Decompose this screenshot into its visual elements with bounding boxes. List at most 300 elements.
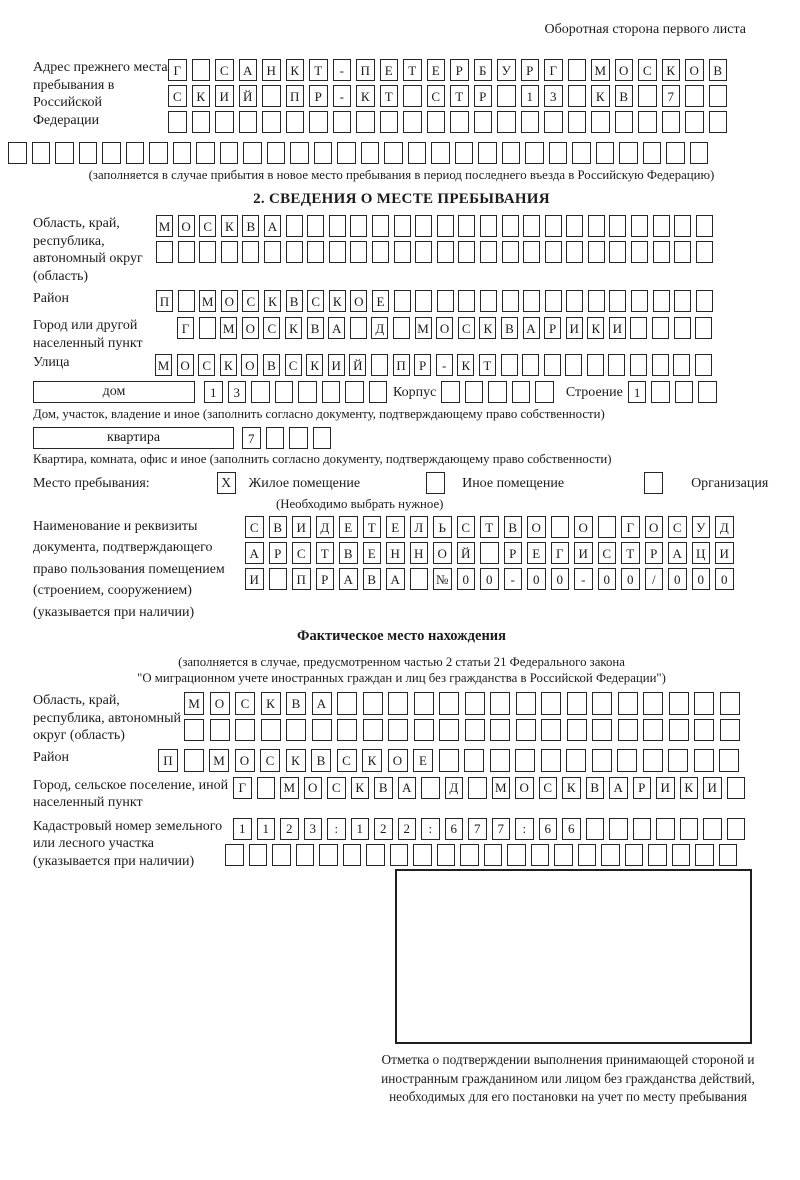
char-cell[interactable]: 0 [715, 568, 734, 590]
char-cell[interactable] [363, 719, 383, 742]
char-cell[interactable]: К [457, 354, 474, 376]
char-cell[interactable] [488, 381, 507, 403]
char-cell[interactable]: 0 [668, 568, 687, 590]
char-cell[interactable] [592, 749, 612, 772]
char-cell[interactable]: Е [427, 59, 446, 81]
char-cell[interactable]: В [504, 516, 523, 538]
char-cell[interactable] [643, 749, 663, 772]
char-cell[interactable] [437, 215, 454, 237]
char-cell[interactable] [592, 692, 612, 715]
char-cell[interactable]: В [307, 317, 324, 339]
char-cell[interactable]: Е [380, 59, 399, 81]
char-cell[interactable] [465, 692, 485, 715]
char-cell[interactable] [437, 241, 454, 263]
char-cell[interactable]: К [329, 290, 346, 312]
char-cell[interactable] [490, 719, 510, 742]
char-cell[interactable] [156, 241, 173, 263]
char-cell[interactable]: : [421, 818, 440, 840]
char-cell[interactable]: В [501, 317, 518, 339]
char-cell[interactable] [591, 111, 610, 133]
char-cell[interactable] [410, 568, 429, 590]
char-cell[interactable]: С [539, 777, 558, 799]
char-cell[interactable] [630, 317, 647, 339]
char-cell[interactable]: Д [715, 516, 734, 538]
char-cell[interactable] [262, 85, 281, 107]
char-cell[interactable]: Т [403, 59, 422, 81]
char-cell[interactable] [393, 317, 410, 339]
char-cell[interactable]: Й [349, 354, 366, 376]
char-cell[interactable]: Т [621, 542, 640, 564]
char-cell[interactable]: 3 [304, 818, 323, 840]
checkbox-zhiloe[interactable]: X [217, 472, 236, 494]
char-cell[interactable] [474, 111, 493, 133]
char-cell[interactable]: К [662, 59, 681, 81]
char-cell[interactable] [541, 692, 561, 715]
char-cell[interactable] [439, 749, 459, 772]
char-cell[interactable]: Н [386, 542, 405, 564]
char-cell[interactable] [490, 749, 510, 772]
char-cell[interactable] [337, 692, 357, 715]
char-cell[interactable] [609, 818, 628, 840]
char-cell[interactable]: Р [645, 542, 664, 564]
char-cell[interactable] [149, 142, 168, 164]
char-cell[interactable] [515, 749, 535, 772]
char-cell[interactable]: С [457, 516, 476, 538]
char-cell[interactable] [296, 844, 315, 866]
char-cell[interactable] [545, 215, 562, 237]
char-cell[interactable]: А [668, 542, 687, 564]
char-cell[interactable] [572, 142, 591, 164]
char-cell[interactable]: 3 [228, 381, 247, 403]
char-cell[interactable] [431, 142, 450, 164]
char-cell[interactable]: К [221, 215, 238, 237]
char-cell[interactable] [441, 381, 460, 403]
char-cell[interactable] [272, 844, 291, 866]
char-cell[interactable]: М [199, 290, 216, 312]
char-cell[interactable]: № [433, 568, 452, 590]
char-cell[interactable] [286, 215, 303, 237]
char-cell[interactable] [437, 290, 454, 312]
char-cell[interactable] [465, 719, 485, 742]
char-cell[interactable]: П [393, 354, 410, 376]
char-cell[interactable] [390, 844, 409, 866]
char-cell[interactable] [720, 719, 740, 742]
char-cell[interactable]: Г [621, 516, 640, 538]
char-cell[interactable] [674, 215, 691, 237]
char-cell[interactable] [79, 142, 98, 164]
char-cell[interactable] [421, 777, 440, 799]
char-cell[interactable] [695, 317, 712, 339]
char-cell[interactable]: А [339, 568, 358, 590]
char-cell[interactable] [455, 142, 474, 164]
char-cell[interactable]: Е [386, 516, 405, 538]
char-cell[interactable] [566, 215, 583, 237]
char-cell[interactable]: 7 [492, 818, 511, 840]
char-cell[interactable]: К [479, 317, 496, 339]
char-cell[interactable]: : [327, 818, 346, 840]
char-cell[interactable] [173, 142, 192, 164]
char-cell[interactable] [633, 818, 652, 840]
char-cell[interactable]: С [215, 59, 234, 81]
char-cell[interactable]: О [615, 59, 634, 81]
char-cell[interactable]: В [363, 568, 382, 590]
char-cell[interactable] [380, 111, 399, 133]
char-cell[interactable] [727, 777, 746, 799]
char-cell[interactable]: Е [372, 290, 389, 312]
char-cell[interactable] [544, 111, 563, 133]
char-cell[interactable] [168, 111, 187, 133]
char-cell[interactable]: А [312, 692, 332, 715]
char-cell[interactable]: С [327, 777, 346, 799]
char-cell[interactable]: М [280, 777, 299, 799]
char-cell[interactable]: О [436, 317, 453, 339]
char-cell[interactable]: : [515, 818, 534, 840]
char-cell[interactable] [672, 844, 691, 866]
char-cell[interactable]: С [168, 85, 187, 107]
char-cell[interactable] [460, 844, 479, 866]
char-cell[interactable] [523, 215, 540, 237]
char-cell[interactable] [549, 142, 568, 164]
char-cell[interactable]: К [261, 692, 281, 715]
char-cell[interactable] [643, 692, 663, 715]
char-cell[interactable]: - [574, 568, 593, 590]
char-cell[interactable]: А [523, 317, 540, 339]
char-cell[interactable]: М [156, 215, 173, 237]
char-cell[interactable] [673, 354, 690, 376]
char-cell[interactable] [243, 142, 262, 164]
char-cell[interactable]: Р [316, 568, 335, 590]
char-cell[interactable] [415, 241, 432, 263]
char-cell[interactable] [695, 354, 712, 376]
char-cell[interactable] [694, 749, 714, 772]
char-cell[interactable] [329, 215, 346, 237]
char-cell[interactable]: Р [414, 354, 431, 376]
char-cell[interactable] [309, 111, 328, 133]
char-cell[interactable] [541, 749, 561, 772]
char-cell[interactable]: К [591, 85, 610, 107]
char-cell[interactable]: Д [371, 317, 388, 339]
char-cell[interactable] [690, 142, 709, 164]
char-cell[interactable]: М [415, 317, 432, 339]
char-cell[interactable]: 6 [562, 818, 581, 840]
char-cell[interactable] [32, 142, 51, 164]
char-cell[interactable]: О [177, 354, 194, 376]
char-cell[interactable]: 0 [551, 568, 570, 590]
char-cell[interactable] [675, 381, 694, 403]
char-cell[interactable] [618, 719, 638, 742]
char-cell[interactable] [674, 290, 691, 312]
char-cell[interactable]: Д [445, 777, 464, 799]
char-cell[interactable] [480, 241, 497, 263]
char-cell[interactable] [631, 290, 648, 312]
char-cell[interactable] [709, 111, 728, 133]
char-cell[interactable]: О [350, 290, 367, 312]
char-cell[interactable]: 1 [351, 818, 370, 840]
char-cell[interactable] [314, 142, 333, 164]
char-cell[interactable] [350, 241, 367, 263]
char-cell[interactable] [345, 381, 364, 403]
char-cell[interactable] [384, 142, 403, 164]
char-cell[interactable] [249, 844, 268, 866]
char-cell[interactable] [490, 692, 510, 715]
char-cell[interactable]: С [638, 59, 657, 81]
char-cell[interactable]: 0 [621, 568, 640, 590]
char-cell[interactable]: Е [413, 749, 433, 772]
char-cell[interactable] [458, 241, 475, 263]
char-cell[interactable]: П [158, 749, 178, 772]
char-cell[interactable] [199, 317, 216, 339]
char-cell[interactable] [215, 111, 234, 133]
char-cell[interactable]: Т [309, 59, 328, 81]
char-cell[interactable] [638, 111, 657, 133]
char-cell[interactable] [427, 111, 446, 133]
char-cell[interactable]: Г [551, 542, 570, 564]
char-cell[interactable]: 2 [374, 818, 393, 840]
char-cell[interactable]: П [156, 290, 173, 312]
char-cell[interactable]: Е [363, 542, 382, 564]
char-cell[interactable] [225, 844, 244, 866]
char-cell[interactable] [388, 692, 408, 715]
char-cell[interactable] [674, 241, 691, 263]
char-cell[interactable]: 1 [233, 818, 252, 840]
char-cell[interactable]: А [609, 777, 628, 799]
char-cell[interactable] [545, 290, 562, 312]
char-cell[interactable] [516, 719, 536, 742]
checkbox-inoe[interactable] [426, 472, 445, 494]
char-cell[interactable]: Р [504, 542, 523, 564]
char-cell[interactable]: С [260, 749, 280, 772]
char-cell[interactable]: И [703, 777, 722, 799]
char-cell[interactable]: С [307, 290, 324, 312]
char-cell[interactable]: С [245, 516, 264, 538]
char-cell[interactable]: Р [633, 777, 652, 799]
char-cell[interactable] [586, 818, 605, 840]
char-cell[interactable]: О [210, 692, 230, 715]
char-cell[interactable] [709, 85, 728, 107]
char-cell[interactable]: И [715, 542, 734, 564]
char-cell[interactable] [235, 719, 255, 742]
char-cell[interactable] [439, 692, 459, 715]
char-cell[interactable] [578, 844, 597, 866]
char-cell[interactable]: - [333, 59, 352, 81]
char-cell[interactable]: К [192, 85, 211, 107]
char-cell[interactable]: Р [269, 542, 288, 564]
char-cell[interactable] [439, 719, 459, 742]
char-cell[interactable]: 7 [662, 85, 681, 107]
char-cell[interactable] [609, 290, 626, 312]
char-cell[interactable] [656, 818, 675, 840]
char-cell[interactable] [388, 719, 408, 742]
char-cell[interactable] [643, 719, 663, 742]
char-cell[interactable] [363, 692, 383, 715]
char-cell[interactable]: С [263, 317, 280, 339]
char-cell[interactable]: С [199, 215, 216, 237]
char-cell[interactable] [617, 749, 637, 772]
char-cell[interactable] [286, 111, 305, 133]
char-cell[interactable] [631, 215, 648, 237]
char-cell[interactable]: М [492, 777, 511, 799]
char-cell[interactable]: 0 [457, 568, 476, 590]
char-cell[interactable] [653, 290, 670, 312]
char-cell[interactable] [239, 111, 258, 133]
char-cell[interactable]: Г [177, 317, 194, 339]
char-cell[interactable] [525, 142, 544, 164]
char-cell[interactable]: О [242, 317, 259, 339]
char-cell[interactable] [289, 427, 308, 449]
char-cell[interactable] [638, 85, 657, 107]
char-cell[interactable]: И [328, 354, 345, 376]
char-cell[interactable]: О [241, 354, 258, 376]
char-cell[interactable] [652, 317, 669, 339]
char-cell[interactable]: Т [480, 516, 499, 538]
char-cell[interactable] [307, 241, 324, 263]
char-cell[interactable]: С [458, 317, 475, 339]
char-cell[interactable] [502, 241, 519, 263]
char-cell[interactable] [588, 241, 605, 263]
char-cell[interactable] [502, 142, 521, 164]
char-cell[interactable] [631, 241, 648, 263]
char-cell[interactable] [313, 427, 332, 449]
char-cell[interactable]: К [356, 85, 375, 107]
char-cell[interactable]: О [388, 749, 408, 772]
char-cell[interactable] [480, 542, 499, 564]
char-cell[interactable]: 6 [539, 818, 558, 840]
char-cell[interactable] [630, 354, 647, 376]
char-cell[interactable]: Р [521, 59, 540, 81]
char-cell[interactable]: 2 [280, 818, 299, 840]
char-cell[interactable]: - [436, 354, 453, 376]
char-cell[interactable]: Й [239, 85, 258, 107]
char-cell[interactable]: С [198, 354, 215, 376]
char-cell[interactable] [685, 85, 704, 107]
char-cell[interactable] [609, 241, 626, 263]
char-cell[interactable] [497, 111, 516, 133]
char-cell[interactable]: Т [363, 516, 382, 538]
char-cell[interactable] [480, 290, 497, 312]
char-cell[interactable] [554, 844, 573, 866]
char-cell[interactable] [484, 844, 503, 866]
char-cell[interactable]: С [292, 542, 311, 564]
char-cell[interactable] [220, 142, 239, 164]
char-cell[interactable] [588, 290, 605, 312]
char-cell[interactable]: С [285, 354, 302, 376]
char-cell[interactable] [587, 354, 604, 376]
checkbox-organizatsiya[interactable] [644, 472, 663, 494]
char-cell[interactable]: 6 [445, 818, 464, 840]
char-cell[interactable]: Г [233, 777, 252, 799]
char-cell[interactable] [568, 85, 587, 107]
char-cell[interactable]: А [245, 542, 264, 564]
char-cell[interactable]: С [235, 692, 255, 715]
char-cell[interactable]: В [339, 542, 358, 564]
char-cell[interactable] [685, 111, 704, 133]
char-cell[interactable] [312, 719, 332, 742]
char-cell[interactable] [609, 215, 626, 237]
char-cell[interactable] [544, 354, 561, 376]
char-cell[interactable] [618, 692, 638, 715]
char-cell[interactable]: П [356, 59, 375, 81]
char-cell[interactable] [251, 381, 270, 403]
char-cell[interactable] [531, 844, 550, 866]
char-cell[interactable]: И [609, 317, 626, 339]
char-cell[interactable]: И [574, 542, 593, 564]
char-cell[interactable] [516, 692, 536, 715]
char-cell[interactable]: - [504, 568, 523, 590]
char-cell[interactable] [696, 241, 713, 263]
char-cell[interactable] [566, 241, 583, 263]
char-cell[interactable]: 1 [628, 381, 647, 403]
char-cell[interactable] [592, 719, 612, 742]
char-cell[interactable] [588, 215, 605, 237]
char-cell[interactable]: И [566, 317, 583, 339]
char-cell[interactable]: К [587, 317, 604, 339]
char-cell[interactable] [184, 719, 204, 742]
char-cell[interactable] [257, 777, 276, 799]
char-cell[interactable]: В [311, 749, 331, 772]
char-cell[interactable] [674, 317, 691, 339]
char-cell[interactable]: К [351, 777, 370, 799]
char-cell[interactable]: С [337, 749, 357, 772]
char-cell[interactable] [566, 290, 583, 312]
char-cell[interactable]: В [374, 777, 393, 799]
char-cell[interactable]: И [292, 516, 311, 538]
char-cell[interactable]: А [264, 215, 281, 237]
char-cell[interactable]: О [221, 290, 238, 312]
char-cell[interactable] [566, 749, 586, 772]
char-cell[interactable]: Н [262, 59, 281, 81]
char-cell[interactable] [178, 290, 195, 312]
char-cell[interactable]: К [220, 354, 237, 376]
char-cell[interactable] [102, 142, 121, 164]
char-cell[interactable] [601, 844, 620, 866]
char-cell[interactable] [541, 719, 561, 742]
char-cell[interactable] [394, 241, 411, 263]
char-cell[interactable] [403, 85, 422, 107]
char-cell[interactable]: И [215, 85, 234, 107]
char-cell[interactable]: У [692, 516, 711, 538]
char-cell[interactable] [275, 381, 294, 403]
char-cell[interactable]: Р [544, 317, 561, 339]
char-cell[interactable] [523, 290, 540, 312]
char-cell[interactable]: В [269, 516, 288, 538]
char-cell[interactable]: - [333, 85, 352, 107]
char-cell[interactable]: 7 [468, 818, 487, 840]
char-cell[interactable] [464, 749, 484, 772]
char-cell[interactable]: В [286, 290, 303, 312]
char-cell[interactable]: М [220, 317, 237, 339]
char-cell[interactable]: 1 [257, 818, 276, 840]
char-cell[interactable]: Л [410, 516, 429, 538]
char-cell[interactable]: Т [479, 354, 496, 376]
char-cell[interactable]: 0 [598, 568, 617, 590]
char-cell[interactable] [458, 215, 475, 237]
char-cell[interactable] [414, 692, 434, 715]
char-cell[interactable]: Е [527, 542, 546, 564]
char-cell[interactable]: А [398, 777, 417, 799]
char-cell[interactable] [394, 290, 411, 312]
char-cell[interactable]: А [328, 317, 345, 339]
char-cell[interactable]: О [574, 516, 593, 538]
char-cell[interactable]: Б [474, 59, 493, 81]
char-cell[interactable]: К [286, 749, 306, 772]
char-cell[interactable] [329, 241, 346, 263]
char-cell[interactable]: Е [339, 516, 358, 538]
char-cell[interactable] [415, 290, 432, 312]
char-cell[interactable]: И [245, 568, 264, 590]
char-cell[interactable]: 3 [544, 85, 563, 107]
char-cell[interactable]: 0 [480, 568, 499, 590]
char-cell[interactable] [450, 111, 469, 133]
